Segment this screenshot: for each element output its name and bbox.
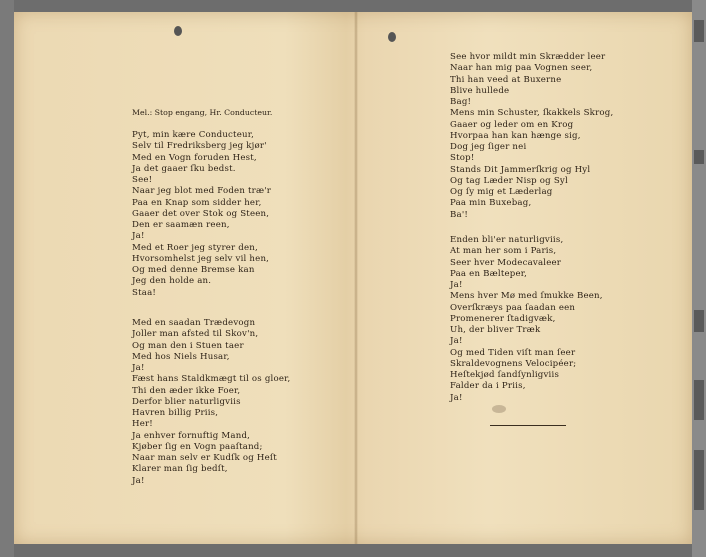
- verse-line: Stands Dit Jammerſkrig og Hyl: [450, 164, 591, 175]
- verse-line: Med en saadan Trædevogn: [132, 318, 256, 328]
- verse-line: Kjøber ſig en Vogn paaſtand;: [132, 441, 263, 452]
- verse-line: Selv til Fredriksberg jeg kjør': [132, 141, 267, 152]
- verse-line: Derfor blier naturligviis: [132, 396, 241, 407]
- verse-line: Skraldevognens Velocipéer;: [450, 358, 577, 369]
- binding-hole: [174, 26, 182, 36]
- right-stanza-3: [450, 52, 613, 221]
- verse-line: Paa en Bælteper,: [450, 268, 528, 279]
- verse-line: Naar jeg blot med Foden træ'r: [132, 186, 272, 197]
- verse-line: Og man den i Stuen taer: [132, 340, 244, 351]
- verse-line: Og med Tiden viſt man ſeer: [450, 347, 576, 358]
- verse-line: Falder da i Priis,: [450, 381, 526, 392]
- scanner-right-edge: [692, 0, 706, 557]
- verse-line: Jeg den holde an.: [132, 276, 212, 287]
- edge-mark: [694, 150, 704, 164]
- verse-line: Gaaer og leder om en Krog: [450, 119, 574, 130]
- verse-line: Paa min Buxebag,: [450, 198, 532, 209]
- verse-line: Enden bli'er naturligviis,: [450, 235, 564, 245]
- verse-line: Med hos Niels Husar,: [132, 351, 230, 362]
- verse-line: Og ſy mig et Læderlag: [450, 187, 553, 197]
- verse-line: Ja!: [450, 280, 463, 290]
- verse-line: See hvor mildt min Skrædder leer: [450, 52, 606, 62]
- verse-line: Dog jeg ſiger nei: [450, 142, 527, 152]
- verse-line: Ja!: [450, 336, 463, 347]
- verse-line: Ja enhver fornuftig Mand,: [132, 430, 251, 441]
- verse-line: Havren billig Priis,: [132, 408, 219, 418]
- verse-line: Overſkræys paa ſaadan een: [450, 302, 576, 313]
- center-fold: [354, 12, 358, 544]
- verse-line: Fæst hans Staldkmægt til os gloer,: [132, 374, 291, 385]
- verse-line: Uh, der bliver Træk: [450, 325, 541, 335]
- verse-line: Stop!: [450, 153, 475, 164]
- edge-mark: [694, 20, 704, 42]
- verse-line: Med et Roer jeg styrer den,: [132, 242, 258, 253]
- verse-line: Ja!: [132, 363, 145, 373]
- verse-line: Bag!: [450, 97, 472, 107]
- verse-line: Naar man selv er Kudſk og Heſt: [132, 453, 277, 463]
- verse-line: Ja!: [132, 231, 145, 242]
- verse-line: Seer hver Modecavaleer: [450, 257, 562, 268]
- verse-line: Promenerer ſtadigvæk,: [450, 313, 556, 324]
- verse-line: Pyt, min kære Conducteur,: [132, 130, 255, 140]
- verse-line: Gaaer det over Stok og Steen,: [132, 208, 270, 219]
- verse-line: Ja!: [132, 475, 145, 486]
- verse-line: Joller man afsted til Skov'n,: [132, 329, 259, 340]
- verse-line: Mens min Schuster, ſkakkels Skrog,: [450, 108, 614, 119]
- edge-mark: [694, 310, 704, 332]
- melody-note: Mel.: Stop engang, Hr. Conducteur.: [132, 108, 273, 117]
- closing-rule: [490, 425, 566, 426]
- verse-line: Mens hver Mø med ſmukke Been,: [450, 291, 603, 302]
- scanner-left-edge: [0, 0, 14, 557]
- verse-line: Staa!: [132, 287, 157, 298]
- verse-line: Thi den æder ikke Foer,: [132, 385, 241, 396]
- verse-line: Blive hullede: [450, 85, 510, 96]
- edge-mark: [694, 450, 704, 510]
- left-stanza-1: [132, 130, 271, 299]
- verse-line: Med en Vogn foruden Hest,: [132, 152, 257, 163]
- verse-line: Og tag Læder Nisp og Syl: [450, 175, 568, 186]
- verse-line: Ja det gaaer ſku bedst.: [132, 163, 236, 174]
- ink-smudge: [492, 405, 506, 413]
- binding-hole: [388, 32, 396, 42]
- verse-line: Thi han veed at Buxerne: [450, 74, 562, 85]
- verse-line: Klarer man ſig bedſt,: [132, 464, 228, 475]
- verse-line: Her!: [132, 419, 153, 430]
- verse-line: See!: [132, 175, 153, 185]
- verse-line: Den er saamæn reen,: [132, 220, 230, 230]
- verse-line: Hvorsomhelst jeg selv vil hen,: [132, 253, 270, 264]
- edge-mark: [694, 380, 704, 420]
- verse-line: Paa en Knap som sidder her,: [132, 197, 262, 208]
- left-stanza-2: [132, 318, 290, 487]
- verse-line: Ba'!: [450, 209, 469, 220]
- verse-line: Ja!: [450, 392, 463, 403]
- verse-line: Naar han mig paa Vognen seer,: [450, 63, 593, 74]
- verse-line: Og med denne Bremse kan: [132, 265, 255, 275]
- verse-line: At man her som i Paris,: [450, 246, 557, 257]
- verse-line: Hvorpaa han kan hænge sig,: [450, 130, 581, 141]
- right-stanza-4: [450, 235, 603, 404]
- verse-line: Heſtekjød ſandſynligviis: [450, 370, 560, 380]
